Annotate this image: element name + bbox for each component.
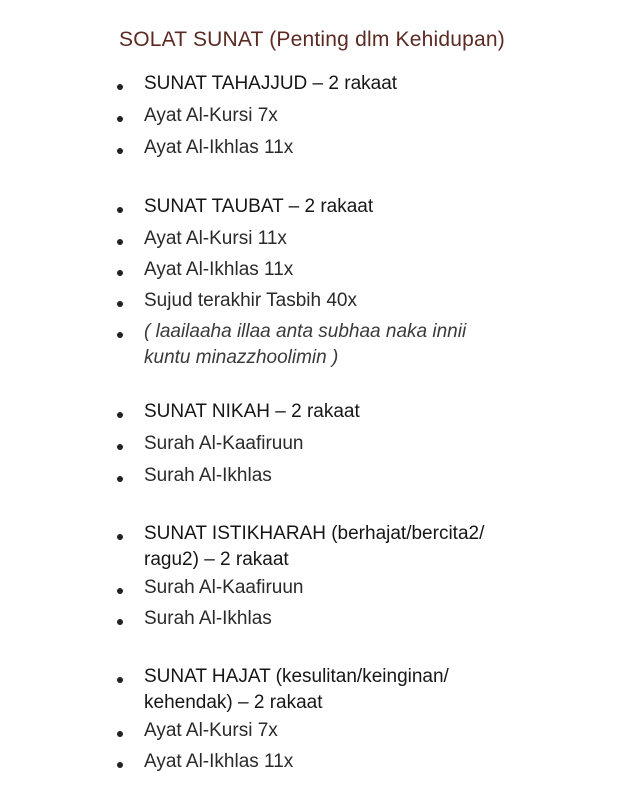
list-item-text: Ayat Al-Ikhlas 11x [144,137,294,158]
bullet-icon [117,207,123,213]
bullet-icon [117,412,123,418]
section-heading: SUNAT ISTIKHARAH (berhajat/bercita2/ [144,523,485,544]
list-item-text: Surah Al-Kaafiruun [144,433,304,454]
list-item-text: Ayat Al-Kursi 11x [144,228,287,249]
section-heading: ragu2) – 2 rakaat [144,549,289,570]
note-line: ( laailaaha illaa anta subhaa naka innii [144,321,467,342]
list-item-text: Ayat Al-Ikhlas 11x [144,751,294,772]
bullet-icon [117,301,123,307]
bullet-icon [117,270,123,276]
list-item-text: Ayat Al-Kursi 7x [144,720,278,741]
section-heading: SUNAT NIKAH – 2 rakaat [144,401,360,422]
list-item-text: Surah Al-Ikhlas [144,465,272,486]
list-item-text: Ayat Al-Kursi 7x [144,105,278,126]
bullet-icon [117,444,123,450]
section-heading: kehendak) – 2 rakaat [144,692,323,713]
bullet-icon [117,332,123,338]
bullet-icon [117,534,123,540]
list-item-text: Surah Al-Ikhlas [144,608,272,629]
bullet-icon [117,588,123,594]
bullet-icon [117,148,123,154]
bullet-icon [117,239,123,245]
bullet-icon [117,84,123,90]
list-item-text: Sujud terakhir Tasbih 40x [144,290,357,311]
list-item-text: Ayat Al-Ikhlas 11x [144,259,294,280]
bullet-icon [117,677,123,683]
section-heading: SUNAT TAHAJJUD – 2 rakaat [144,73,398,94]
bullet-icon [117,476,123,482]
bullet-icon [117,619,123,625]
section-heading: SUNAT HAJAT (kesulitan/keinginan/ [144,666,449,687]
page-title: SOLAT SUNAT (Penting dlm Kehidupan) [119,28,505,51]
bullet-icon [117,731,123,737]
bullet-icon [117,116,123,122]
bullet-icon [117,762,123,768]
section-heading: SUNAT TAUBAT – 2 rakaat [144,196,374,217]
list-item-text: Surah Al-Kaafiruun [144,577,304,598]
note-line: kuntu minazzhoolimin ) [144,347,339,368]
